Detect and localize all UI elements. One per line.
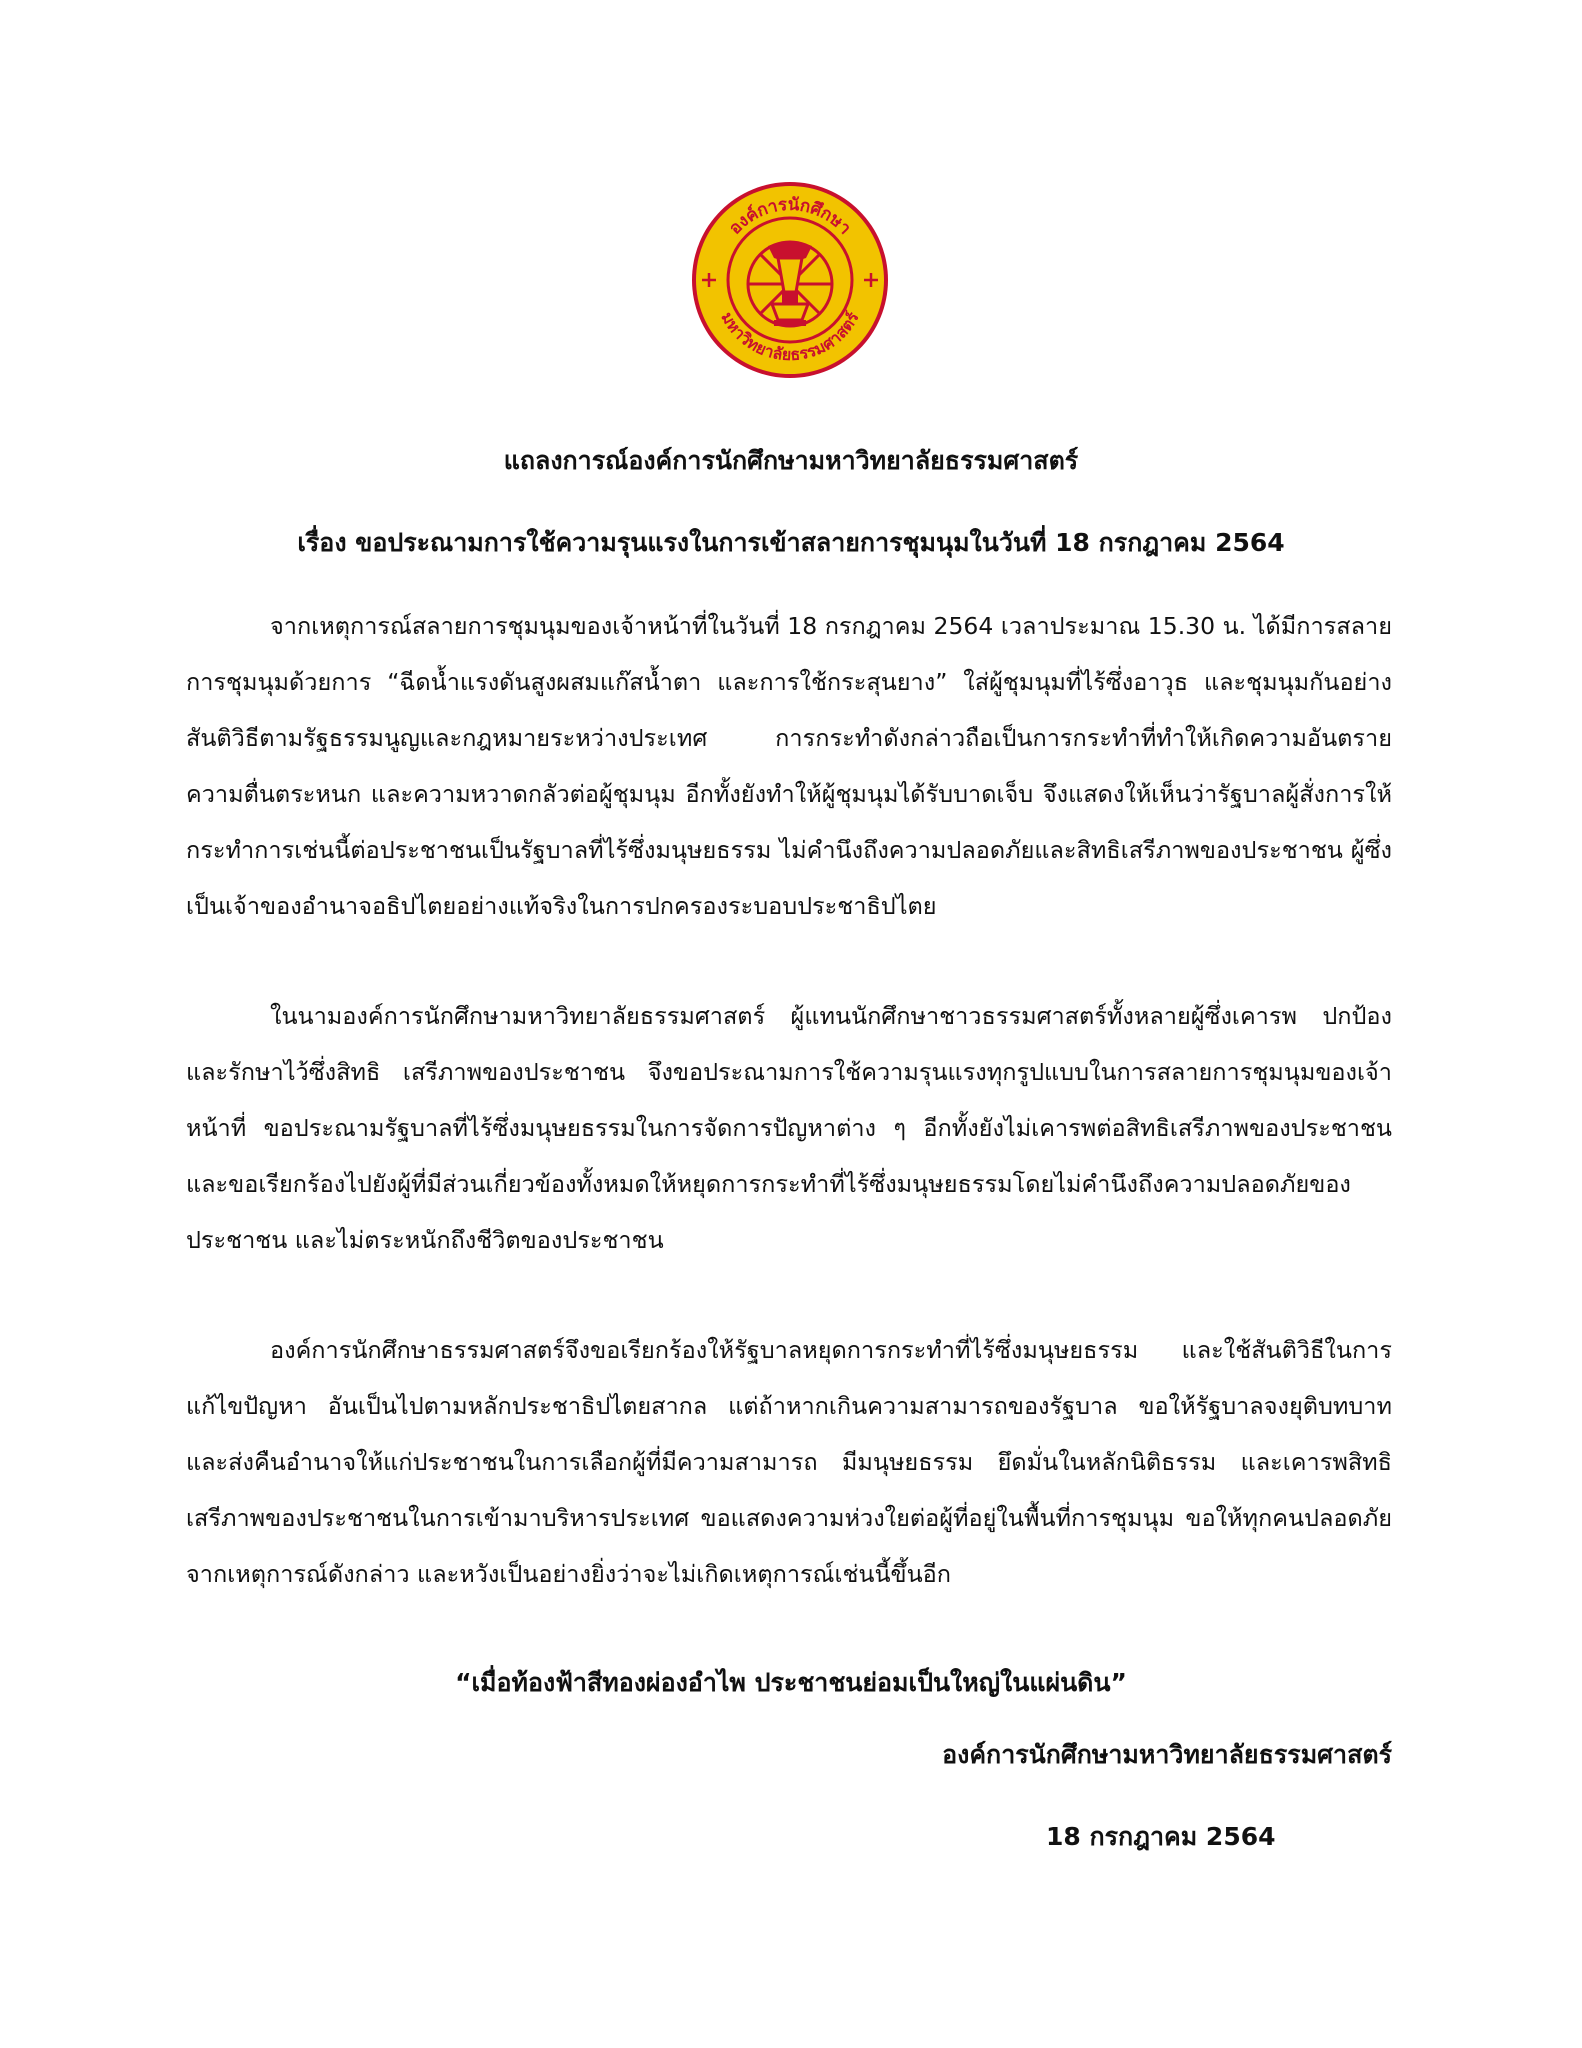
signature-date: 18 กรกฎาคม 2564 — [1046, 1822, 1276, 1851]
statement-title: แถลงการณ์องค์การนักศึกษามหาวิทยาลัยธรรมศาสตร์ — [503, 446, 1079, 475]
body-paragraph-1: จากเหตุการณ์สลายการชุมนุมของเจ้าหน้าที่ในวันที่ 18 กรกฎาคม 2564 เวลาประมาณ 15.30 น. ได้มีการสลายการชุมนุมด้วยการ “ฉีดน้ำแรงดันสูงผสมแก๊สน้ำตา และการใช้กระสุนยาง” ใส่ผู้ชุมนุมที่ไร้ซึ่งอาวุธ และชุมนุมกันอย่างสันติวิธีตามรัฐธรรมนูญและกฎหมายระหว่างประเทศ การกระทำดังกล่าวถือเป็นการกระทำที่ทำให้เกิดความอันตราย ความตื่นตระหนก และความหวาดกลัวต่อผู้ชุมนุม อีกทั้งยังทำให้ผู้ชุมนุมได้รับบาดเจ็บ จึงแสดงให้เห็นว่ารัฐบาลผู้สั่งการให้กระทำการเช่นนี้ต่อประชาชนเป็นรัฐบาลที่ไร้ซึ่งมนุษยธรรม ไม่คำนึงถึงความปลอดภัยและสิทธิเสรีภาพของประชาชน ผู้ซึ่งเป็นเจ้าของอำนาจอธิปไตยอย่างแท้จริงในการปกครองระบอบประชาธิปไตย — [186, 612, 1392, 920]
organization-seal — [690, 180, 890, 380]
signature-organization: องค์การนักศึกษามหาวิทยาลัยธรรมศาสตร์ — [942, 1740, 1392, 1769]
seal-bottom-text: มหาวิทยาลัยธรรมศาสตร์ — [717, 308, 863, 365]
statement-subject: เรื่อง ขอประณามการใช้ความรุนแรงในการเข้าสลายการชุมนุมในวันที่ 18 กรกฎาคม 2564 — [297, 528, 1285, 557]
closing-slogan: “เมื่อท้องฟ้าสีทองผ่องอำไพ ประชาชนย่อมเป็นใหญ่ในแผ่นดิน” — [455, 1668, 1127, 1697]
body-paragraph-2: ในนามองค์การนักศึกษามหาวิทยาลัยธรรมศาสตร์ ผู้แทนนักศึกษาชาวธรรมศาสตร์ทั้งหลายผู้ซึ่งเคารพ ปกป้อง และรักษาไว้ซึ่งสิทธิ เสรีภาพของประชาชน จึงขอประณามการใช้ความรุนแรงทุกรูปแบบในการสลายการชุมนุมของเจ้าหน้าที่ ขอประณามรัฐบาลที่ไร้ซึ่งมนุษยธรรมในการจัดการปัญหาต่าง ๆ อีกทั้งยังไม่เคารพต่อสิทธิเสรีภาพของประชาชน และขอเรียกร้องไปยังผู้ที่มีส่วนเกี่ยวข้องทั้งหมดให้หยุดการกระทำที่ไร้ซึ่งมนุษยธรรมโดยไม่คำนึงถึงความปลอดภัยของประชาชน และไม่ตระหนักถึงชีวิตของประชาชน — [186, 1002, 1392, 1254]
seal-top-text: องค์การนักศึกษา — [725, 194, 855, 239]
body-paragraph-3: องค์การนักศึกษาธรรมศาสตร์จึงขอเรียกร้องให้รัฐบาลหยุดการกระทำที่ไร้ซึ่งมนุษยธรรม และใช้สันติวิธีในการแก้ไขปัญหา อันเป็นไปตามหลักประชาธิปไตยสากล แต่ถ้าหากเกินความสามารถของรัฐบาล ขอให้รัฐบาลจงยุติบทบาทและส่งคืนอำนาจให้แก่ประชาชนในการเลือกผู้ที่มีความสามารถ มีมนุษยธรรม ยึดมั่นในหลักนิติธรรม และเคารพสิทธิเสรีภาพของประชาชนในการเข้ามาบริหารประเทศ ขอแสดงความห่วงใยต่อผู้ที่อยู่ในพื้นที่การชุมนุม ขอให้ทุกคนปลอดภัยจากเหตุการณ์ดังกล่าว และหวังเป็นอย่างยิ่งว่าจะไม่เกิดเหตุการณ์เช่นนี้ขึ้นอีก — [186, 1336, 1392, 1588]
